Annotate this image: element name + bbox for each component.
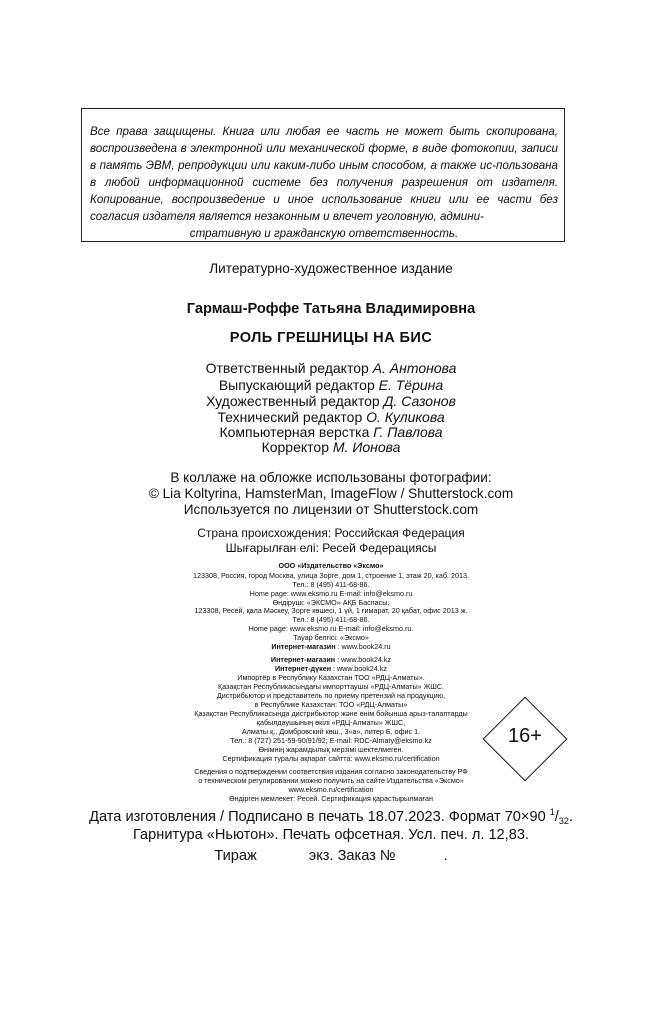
kz-info-line: Қазақстан Республикасында дистрибьютор және өнім бойынша арыз-талаптарды (194, 709, 468, 718)
editor-role: Технический редактор (217, 409, 363, 425)
kz-info-line: Алматы қ., Домбровский көш., 3«а», литер Б, офис 1. (241, 727, 421, 736)
editor-line (0, 439, 662, 456)
editor-line (0, 377, 662, 394)
editor-role: Компьютерная верстка (219, 424, 370, 440)
editor-name: Д. Сазонов (383, 393, 456, 409)
editor-role: Ответственный редактор (205, 360, 369, 376)
editor-line (0, 360, 662, 377)
editor-name: О. Куликова (366, 409, 445, 425)
production-date-line (0, 807, 662, 826)
kz-info-line: Импортёр в Республику Казахстан ТОО «РДЦ-Алматы». (237, 673, 425, 682)
production-date-text: Дата изготовления / Подписано в печать 18.07.2023. Формат 70×90 (89, 809, 546, 825)
publisher-line: Home page: www.eksmo.ru E-mail: info@eksmo.ru (249, 589, 413, 598)
book-title: РОЛЬ ГРЕШНИЦЫ НА БИС (229, 330, 433, 346)
publisher-line: Тел.: 8 (495) 411-68-86. (292, 615, 370, 624)
print-run-end: . (443, 848, 448, 864)
author-name: Гармаш-Роффе Татьяна Владимировна (186, 301, 476, 317)
kz-info-line: Сертификация туралы ақпарат сайтта: www.eksmo.ru/certification (222, 754, 440, 763)
age-rating-label: 16+ (508, 725, 542, 747)
publisher-line: Home page: www.eksmo.ru E-mail: info@eksmo.ru. (248, 624, 414, 633)
format-denominator: 32 (558, 816, 569, 826)
order-number-label: экз. Заказ № (308, 848, 396, 864)
publisher-line: 123308, Ресей, қала Мәскеу, Зорге көшесі, 1 үй, 1 ғимарат, 20 қабат, офис 2013 ж. (194, 606, 468, 615)
editor-line (0, 393, 662, 410)
rights-notice-text (90, 123, 558, 242)
cert-line: Өндірген мемлекет: Ресей. Сертификация қарастырылмаған (229, 794, 433, 803)
rights-notice-last: стративную и гражданскую ответственность. (189, 227, 459, 240)
photo-credit-line: Используется по лицензии от Shutterstock.com (183, 502, 479, 517)
rights-notice-box (81, 108, 565, 242)
print-run-line (0, 848, 662, 864)
cert-line: www.eksmo.ru/certification (288, 785, 374, 794)
publisher-line: Тауар белгісі: «Эксмо» (293, 633, 369, 642)
cert-line: Сведения о подтверждении соответствия издания согласно законодательству РФ (194, 767, 468, 776)
print-run-label: Тираж (214, 848, 257, 864)
editor-role: Корректор (261, 439, 329, 455)
country-line: Страна происхождения: Российская Федерация (197, 526, 465, 540)
kz-info-line: Тел.: 8 (727) 251-59-90/91/92; E-mail: RDC-Almaty@eksmo.kz (230, 736, 432, 745)
kz-info-line: қабылдаушының өкілі «РДЦ-Алматы» ЖШС, (256, 718, 406, 727)
cert-line: о техническом регулировании можно получить на сайте Издательства «Эксмо» (198, 776, 464, 785)
photo-credit-line: © Lia Koltyrina, HamsterMan, ImageFlow / Shutterstock.com (148, 486, 514, 501)
edition-type: Литературно-художественное издание (209, 261, 453, 276)
kz-info-line: Өнімнің жарамдылық мерзімі шектелмеген. (258, 745, 404, 754)
kz-info-line: Қазақстан Республикасындағы импорттаушы «РДЦ-Алматы» ЖШС. (217, 682, 445, 691)
publisher-line: Тел.: 8 (495) 411-68-86. (292, 580, 370, 589)
typeface-line: Гарнитура «Ньютон». Печать офсетная. Усл. печ. л. 12,83. (132, 827, 530, 843)
format-end: . (568, 809, 573, 825)
editor-name: Г. Павлова (373, 424, 443, 440)
format-numerator: 1 (549, 807, 555, 817)
publisher-line: 123308, Россия, город Москва, улица Зорге, дом 1, строение 1, этаж 20, каб. 2013. (193, 571, 469, 580)
publisher-line: Өндіруші: «ЭКСМО» АҚБ Баспасы, (272, 598, 390, 607)
rights-notice-main: Все права защищены. Книга или любая ее часть не может быть скопирована, воспроизведена в электронной или механической форме, в виде фотокопии, записи в память ЭВМ, репродукции или каким-либо иным способом, а также ис-пользована в любой информационной системе без получения разрешения от издателя. Копирование, воспроизведение и иное использование книги или ее части без согласия издателя является незаконным и влечет уголовную, админи- (90, 125, 558, 223)
kz-info-line: Дистрибьютор и представитель по приему претензий на продукцию, (216, 691, 446, 700)
editor-name: Е. Тёрина (378, 377, 444, 393)
photo-credit-line: В коллаже на обложке использованы фотографии: (170, 470, 492, 485)
editor-name: М. Ионова (332, 439, 401, 455)
publisher-line: ООО «Издательство «Эксмо» (278, 561, 384, 570)
country-line: Шығарылған елі: Ресей Федерациясы (225, 541, 437, 555)
kz-info-line: в Республике Казахстан: ТОО «РДЦ-Алматы» (254, 700, 408, 709)
kz-info-line: Интернет-магазин : www.book24.kz (270, 655, 392, 664)
editor-name: А. Антонова (372, 360, 457, 376)
format-separator: / (554, 809, 559, 825)
publisher-line: Интернет-магазин : www.book24.ru (271, 642, 391, 651)
kz-info-line: Интернет-дүкен : www.book24.kz (274, 664, 387, 673)
editor-role: Выпускающий редактор (218, 377, 375, 393)
editor-role: Художественный редактор (206, 393, 380, 409)
